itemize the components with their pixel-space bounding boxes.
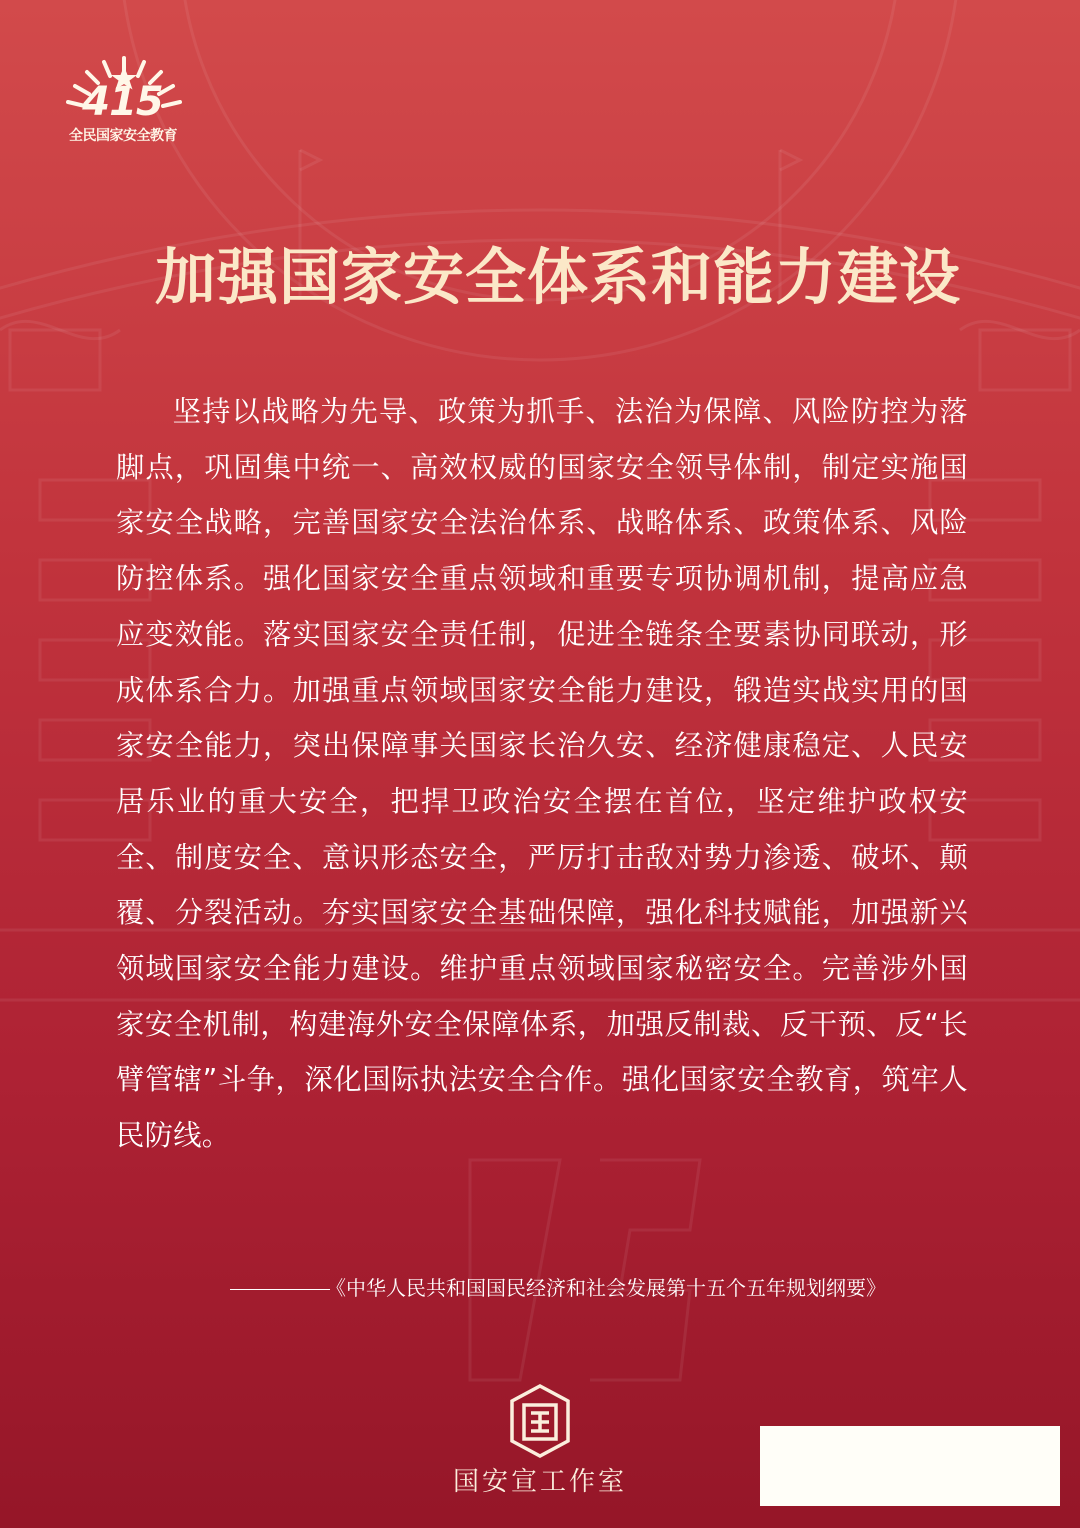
logo-415-number: 415 xyxy=(82,79,163,125)
source-dash xyxy=(230,1289,330,1290)
guoan-emblem-icon xyxy=(504,1383,576,1459)
blank-overlay-block xyxy=(760,1426,1060,1506)
footer-studio-name: 国安宣工作室 xyxy=(452,1467,627,1497)
page-title: 加强国家安全体系和能力建设 xyxy=(154,242,961,313)
logo-caption: 全民国家安全教育 xyxy=(69,128,177,144)
body-paragraph: 坚持以战略为先导、政策为抓手、法治为保障、风险防控为落脚点，巩固集中统一、高效权威的国家安全领导体制，制定实施国家安全战略，完善国家安全法治体系、战略体系、政策体系、风险防控体系。强化国家安全重点领域和重要专项协调机制，提高应急应变效能。落实国家安全责任制，促进全链条全要素协同联动，形成体系合力。加强重点领域国家安全能力建设，锻造实战实用的国家安全能力，突出保障事关国家长治久安、经济健康稳定、人民安居乐业的重大安全，把捍卫政治安全摆在首位，坚定维护政权安全、制度安全、意识形态安全，严厉打击敌对势力渗透、破坏、颠覆、分裂活动。夯实国家安全基础保障，强化科技赋能，加强新兴领域国家安全能力建设。维护重点领域国家秘密安全。完善涉外国家安全机制，构建海外安全保障体系，加强反制裁、反干预、反“长臂管辖”斗争，深化国际执法安全合作。强化国家安全教育，筑牢人民防线。 xyxy=(116,395,968,1153)
source-citation: 《中华人民共和国国民经济和社会发展第十五个五年规划纲要》 xyxy=(326,1276,886,1300)
